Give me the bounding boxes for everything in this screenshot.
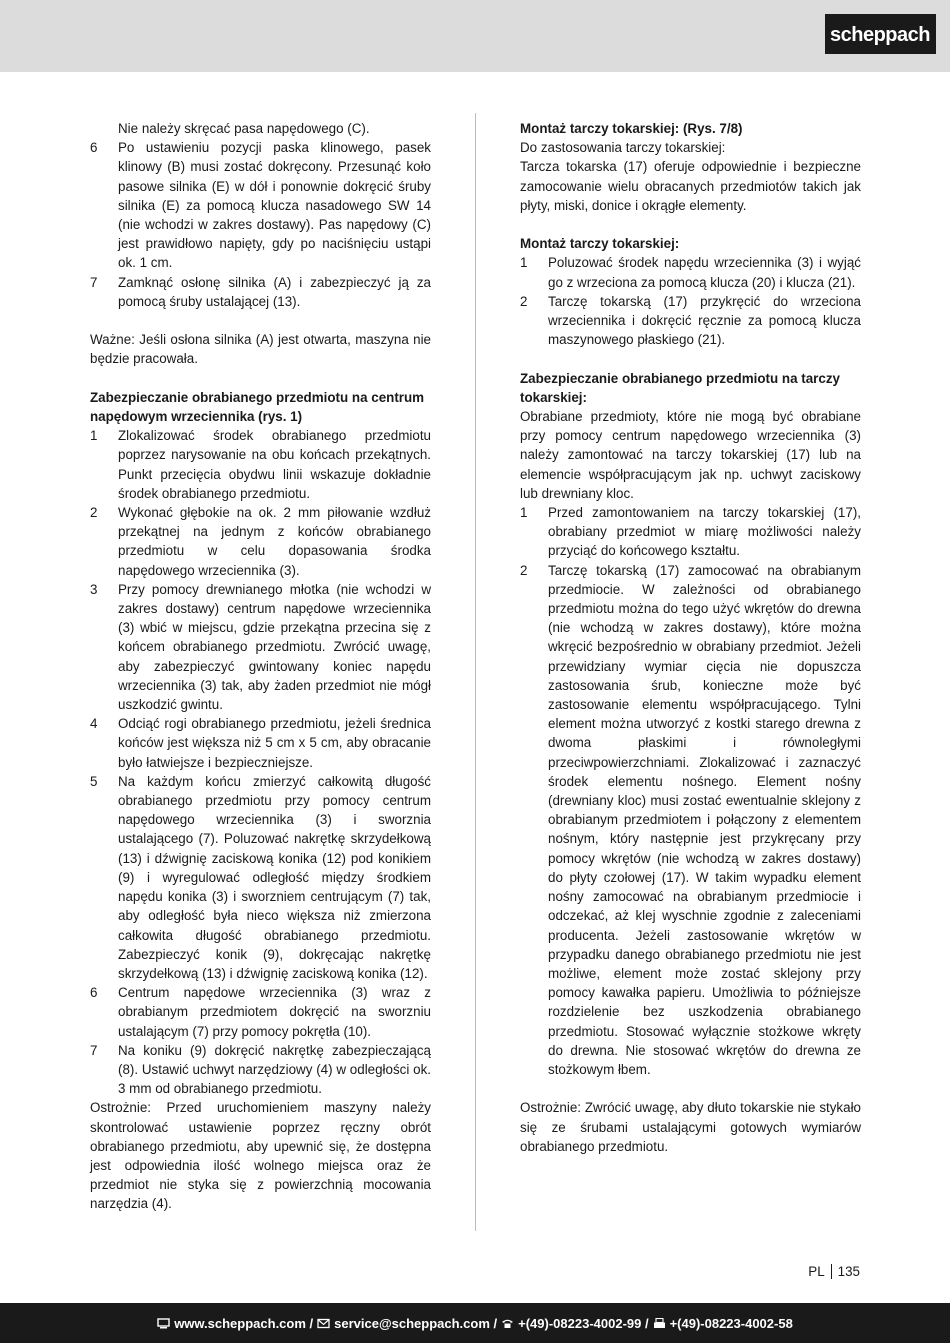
list-item [520,253,861,291]
left-column [90,119,431,1214]
list-number: 6 [90,985,98,1001]
svg-text:scheppach: scheppach [830,24,930,46]
monitor-icon [157,1318,170,1329]
list-number: 2 [90,505,98,521]
header-bar [0,0,950,72]
footer-website[interactable]: www.scheppach.com / [174,1315,314,1331]
list-item [90,426,431,503]
list-text: Odciąć rogi obrabianego przedmiotu, jeżeli średnica końców jest większa niż 5 cm x 5 cm, aby obracanie było łatwiejsze i bezpieczniejsze. [118,716,431,770]
list-number: 5 [90,773,98,789]
page-number [808,1264,860,1279]
fax-icon [653,1318,666,1329]
list-item [520,503,861,561]
footer-fax[interactable]: +(49)-08223-4002-58 [669,1315,793,1331]
list-item [520,561,861,1079]
list-number: 2 [520,293,528,309]
page-lang: PL [808,1264,825,1279]
paragraph: Tarcza tokarska (17) oferuje odpowiednie i bezpieczne zamocowanie wielu obracanych przedmiotów takich jak płyty, miski, donice i okrągłe elementy. [520,159,861,213]
list-text: Centrum napędowe wrzeciennika (3) wraz z obrabianym przedmiotem dokręcić na sworzniu ustalającym (7) przy pomocy pokrętła (10). [118,985,431,1039]
section-heading: Zabezpieczanie obrabianego przedmiotu na tarczy tokarskiej: [520,370,840,405]
mail-icon [317,1318,330,1329]
list-item [90,714,431,772]
list-item [520,292,861,350]
list-number: 4 [90,716,98,732]
column-divider [475,113,476,1231]
caution-note: Ostrożnie: Przed uruchomieniem maszyny należy skontrolować ustawienie poprzez ręczny obrót obrabianego przedmiotu, aby upewnić się, że dostępna jest odpowiednia ilość wolnego miejsca oraz że przedmiot nie styka się z powierzchnią mocowania narzędzia (4). [90,1100,431,1212]
list-text: Po ustawieniu pozycji paska klinowego, pasek klinowy (B) musi zostać dokręcony. Przesunąć koło pasowe silnika (E) w dół i ponownie dokręcić śruby silnika (E) za pomocą klucza nasadowego SW 14 (nie wchodzi w zakres dostawy). Pas napędowy (C) jest prawidłowo napięty, gdy po naciśnięciu ustąpi ok. 1 cm. [118,140,431,271]
list-item [90,273,431,311]
list-number: 2 [520,562,528,578]
list-item [90,983,431,1041]
footer-phone[interactable]: +(49)-08223-4002-99 / [518,1315,649,1331]
list-number: 1 [520,255,528,271]
list-text: Tarczę tokarską (17) przykręcić do wrzeciona wrzeciennika i dokręcić ręcznie za pomocą klucza maszynowego płaskiego (21). [548,293,861,348]
list-text: Wykonać głębokie na ok. 2 mm piłowanie wzdłuż przekątnej na jednym z końców obrabianego przedmiotu w celu dopasowania środka napędowego wrzeciennika (3). [118,505,431,578]
list-text: Na koniku (9) dokręcić nakrętkę zabezpieczającą (8). Ustawić uchwyt narzędziowy (4) w odległości ok. 3 mm od obrabianego przedmiotu. [118,1042,431,1097]
section-heading: Zabezpieczanie obrabianego przedmiotu na centrum napędowym wrzeciennika (rys. 1) [90,389,425,425]
list-number: 6 [90,140,98,156]
intro-line: Nie należy skręcać pasa napędowego (C). [118,121,370,136]
list-item [90,503,431,580]
list-text: Zamknąć osłonę silnika (A) i zabezpieczyć ją za pomocą śruby ustalającej (13). [118,274,431,309]
caution-note: Ostrożnie: Zwrócić uwagę, aby dłuto tokarskie nie stykało się ze śrubami ustalającymi gotowych wymiarów obrabianego przedmiotu. [520,1100,861,1154]
list-text: Tarczę tokarską (17) zamocować na obrabianym przedmiocie. W zależności od obrabianego przedmiotu można do tego użyć wkrętów do drewna (nie wchodzą w zakres dostawy), które można wkręcić bezpośrednio w obrabiany przedmiot. Jeżeli przewidziany wymiar cięcia nie dopuszcza zastosowania śrub, konieczne może być zastosowanie elementu współpracującego. Tylni element można utworzyć z kostki starego drewna z dwoma płaskimi i równoległymi przeciwpowierzchniami. Zlokalizować i zaznaczyć środek elementu nośnego. Element nośny (drewniany kloc) musi zostać ewentualnie sklejony z obrabianym przedmiotem i połączony z elementem nośnym, który następnie jest przykręcany przy pomocy wkrętów (nie wchodzą w zakres dostawy) do płyty czołowej (17). W takim wypadku element nośny zamocować na obrabianym przedmiocie i odczekać, aż klej wyschnie zgodnie z zaleceniami producenta. Jeżeli zastosowanie wkrętów w przypadku danego obrabianego przedmiotu nie jest możliwe, element może zostać sklejony przy pomocy kawałka papieru. Umożliwia to późniejsze rozdzielenie bez uszkodzenia obrabianego przedmiotu. Stosować wyłącznie stożkowe wkręty do drewna. Nie stosować wkrętów do drewna ze stożkowym łbem. [548,562,861,1077]
footer-email[interactable]: service@scheppach.com / [334,1315,498,1331]
list-number: 7 [90,1042,98,1058]
list-item [90,580,431,714]
list-item [90,1041,431,1099]
list-number: 1 [90,428,98,444]
subline: Do zastosowania tarczy tokarskiej: [520,140,726,156]
footer-bar [0,1303,950,1343]
list-number: 1 [520,505,528,521]
page-num: 135 [837,1264,860,1279]
list-text: Poluzować środek napędu wrzeciennika (3) i wyjąć go z wrzeciona za pomocą klucza (20) i klucza (21). [548,255,861,290]
list-text: Przed zamontowaniem na tarczy tokarskiej (17), obrabiany przedmiot w miarę możliwości należy przyciąć do końcowego kształtu. [548,505,861,559]
list-number: 7 [90,274,98,290]
scheppach-logo [825,14,936,54]
section-heading: Montaż tarczy tokarskiej: [520,236,680,252]
section-heading: Montaż tarczy tokarskiej: (Rys. 7/8) [520,121,743,136]
list-text: Przy pomocy drewnianego młotka (nie wchodzi w zakres dostawy) centrum napędowe wrzeciennika (3) wbić w miejscu, gdzie przekątna przecina się z końcem obrabianego przedmiotu. Zwrócić uwagę, aby zabezpieczyć gwintowany koniec napędu wrzeciennika (3) tak, aby żaden przedmiot nie mógł uszkodzić gwintu. [118,581,431,713]
phone-icon [501,1318,514,1329]
list-item [90,772,431,983]
list-text: Na każdym końcu zmierzyć całkowitą długość obrabianego przedmiotu przy pomocy centrum napędowego wrzeciennika (3) i sworznia ustalającego (7). Poluzować nakrętkę skrzydełkową (13) i dźwignię zaciskową konika (12) pod konikiem (9) i wyregulować odległość między środkiem napędu konika (3) i sworzniem centrującym (7) tak, aby odległość była nieco większa niż zmierzona całkowita długość obrabianego przedmiotu. Zabezpieczyć konik (9), dokręcając nakrętkę skrzydełkową (13) i dźwignię zaciskową konika (12). [118,773,431,981]
list-number: 3 [90,581,98,597]
list-text: Zlokalizować środek obrabianego przedmiotu poprzez narysowanie na obu końcach przekątnych. Punkt przecięcia obydwu linii wskazuje dokładnie środek obrabianego przedmiotu. [118,428,431,501]
list-item [90,138,431,272]
paragraph: Obrabiane przedmioty, które nie mogą być obrabiane przy pomocy centrum napędowego wrzeciennika (3) należy zamontować na tarczy tokarskiej (17) lub na elemencie współpracującym jak np. uchwyt zaciskowy lub drewniany kloc. [520,409,861,501]
page-separator [831,1264,832,1279]
important-note: Ważne: Jeśli osłona silnika (A) jest otwarta, maszyna nie będzie pracowała. [90,332,431,367]
right-column [520,119,861,1156]
